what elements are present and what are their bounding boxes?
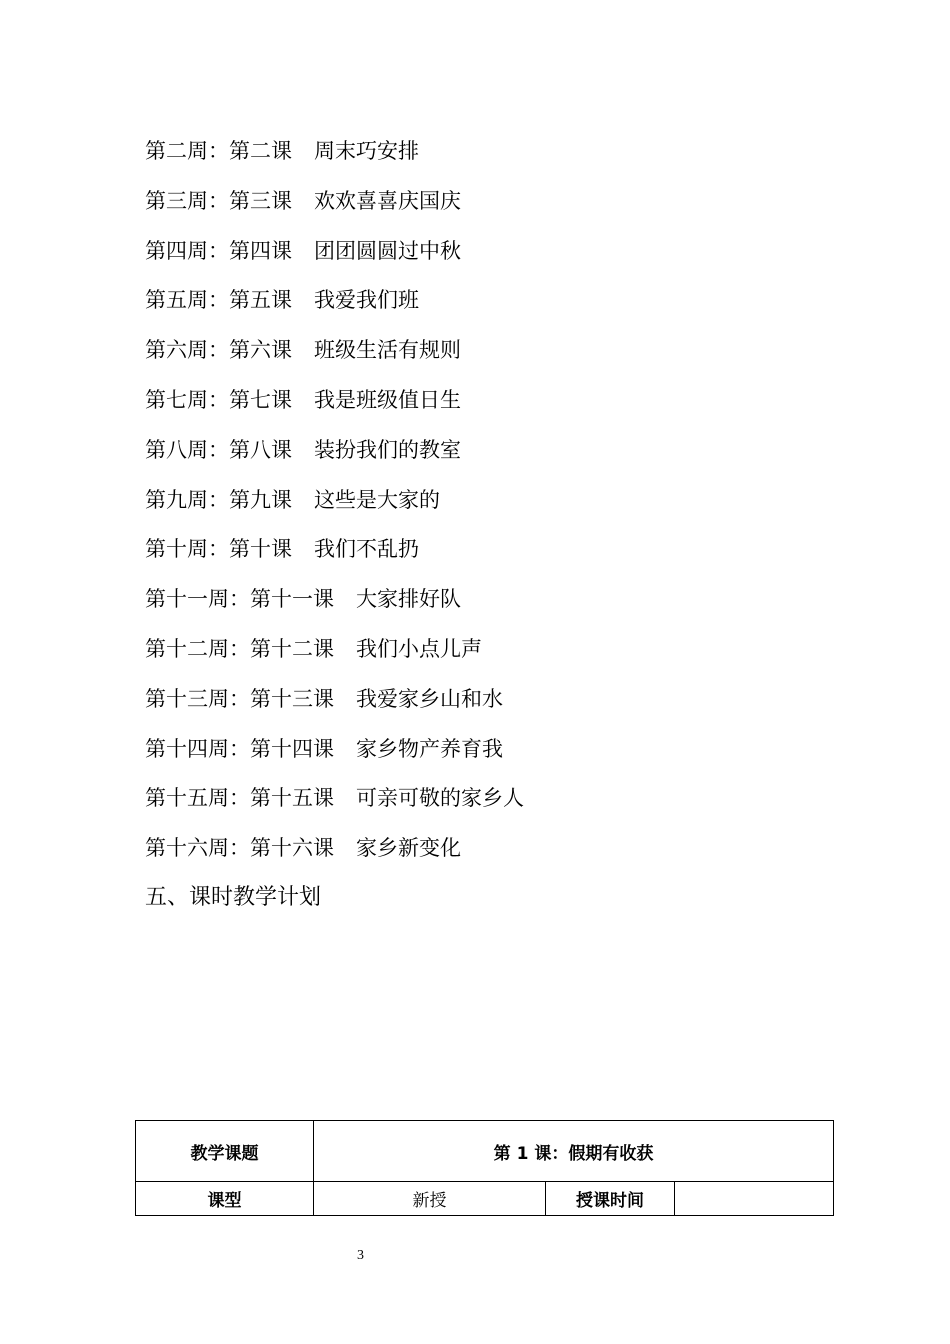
schedule-title: 我爱家乡山和水 (356, 686, 503, 711)
lesson-plan-table (135, 1120, 834, 1216)
schedule-title: 家乡新变化 (356, 836, 461, 861)
schedule-title: 我们小点儿声 (356, 636, 482, 661)
schedule-item (145, 183, 524, 233)
schedule-week: 第十周：第十课 (145, 537, 292, 562)
schedule-item (145, 332, 524, 382)
schedule-title: 我们不乱扔 (314, 537, 419, 562)
schedule-week: 第三周：第三课 (145, 188, 292, 213)
schedule-title: 我是班级值日生 (314, 387, 461, 412)
schedule-week: 第十六周：第十六课 (145, 836, 334, 861)
page-number: 3 (357, 1248, 364, 1263)
schedule-item (145, 432, 524, 482)
schedule-title: 欢欢喜喜庆国庆 (314, 188, 461, 213)
schedule-week: 第四周：第四课 (145, 238, 292, 263)
type-label-cell: 课型 (136, 1182, 314, 1216)
topic-value-cell: 第 1 课：假期有收获 (314, 1121, 834, 1182)
schedule-item (145, 681, 524, 731)
schedule-item (145, 731, 524, 781)
schedule-title: 团团圆圆过中秋 (314, 238, 461, 263)
schedule-item (145, 282, 524, 332)
type-value-cell: 新授 (314, 1182, 546, 1216)
table-row (136, 1182, 834, 1216)
schedule-title: 班级生活有规则 (314, 338, 461, 363)
schedule-item (145, 830, 524, 880)
schedule-week: 第六周：第六课 (145, 338, 292, 363)
schedule-title: 我爱我们班 (314, 288, 419, 313)
schedule-week: 第五周：第五课 (145, 288, 292, 313)
schedule-week: 第七周：第七课 (145, 387, 292, 412)
schedule-week: 第八周：第八课 (145, 437, 292, 462)
schedule-week: 第十三周：第十三课 (145, 686, 334, 711)
section-heading: 五、课时教学计划 (145, 885, 322, 910)
schedule-week: 第九周：第九课 (145, 487, 292, 512)
schedule-title: 这些是大家的 (314, 487, 440, 512)
schedule-title: 可亲可敬的家乡人 (356, 786, 524, 811)
schedule-title: 大家排好队 (356, 587, 461, 612)
table-row (136, 1121, 834, 1182)
schedule-week: 第十二周：第十二课 (145, 636, 334, 661)
schedule-item (145, 133, 524, 183)
schedule-item (145, 631, 524, 681)
weekly-schedule-list (145, 133, 524, 880)
schedule-item (145, 233, 524, 283)
schedule-item (145, 581, 524, 631)
schedule-item (145, 531, 524, 581)
schedule-week: 第十五周：第十五课 (145, 786, 334, 811)
schedule-item (145, 482, 524, 532)
topic-label-cell: 教学课题 (136, 1121, 314, 1182)
schedule-item (145, 780, 524, 830)
schedule-week: 第十四周：第十四课 (145, 736, 334, 761)
time-value-cell (675, 1182, 834, 1216)
schedule-item (145, 382, 524, 432)
schedule-title: 家乡物产养育我 (356, 736, 503, 761)
schedule-week: 第二周：第二课 (145, 139, 292, 163)
schedule-title: 周末巧安排 (314, 139, 419, 163)
schedule-week: 第十一周：第十一课 (145, 587, 334, 612)
time-label-cell: 授课时间 (546, 1182, 675, 1216)
schedule-title: 装扮我们的教室 (314, 437, 461, 462)
